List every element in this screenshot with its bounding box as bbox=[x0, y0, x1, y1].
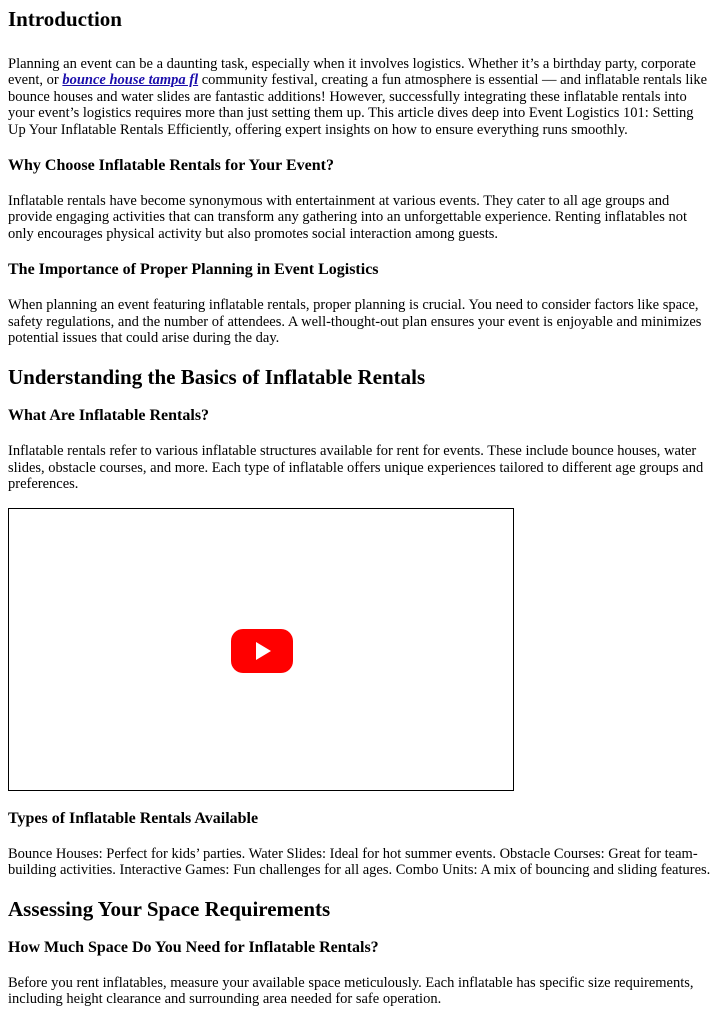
play-icon[interactable] bbox=[231, 629, 293, 673]
planning-heading: The Importance of Proper Planning in Event Logistics bbox=[8, 261, 379, 279]
why-choose-heading: Why Choose Inflatable Rentals for Your Event? bbox=[8, 157, 334, 175]
intro-paragraph bbox=[8, 56, 712, 138]
intro-text-end: community festival, creating a fun atmosphere is essential — and inflatable rentals like bounce houses and water slides are fantastic additions! However, successfully integrating these inflatable rentals into your event’s logistics requires more than just setting them up. This article dives deep into Event Logistics 101: Setting Up Your Inflatable Rentals Efficiently, offering expert insights on how to ensure everything runs smoothly. bbox=[8, 72, 708, 138]
intro-heading: Introduction bbox=[8, 7, 122, 31]
planning-paragraph: When planning an event featuring inflatable rentals, proper planning is crucial. You need to consider factors like space, safety regulations, and the number of attendees. A well-thought-out plan ensures your event is enjoyable and minimizes potential issues that could arise during the day. bbox=[8, 297, 702, 347]
why-choose-paragraph: Inflatable rentals have become synonymous with entertainment at various events. They cater to all age groups and provide engaging activities that can transform any gathering into an unforgettable experience. Renting inflatables not only encourages physical activity but also promotes social interaction among guests. bbox=[8, 193, 687, 242]
types-paragraph: Bounce Houses: Perfect for kids’ parties. Water Slides: Ideal for hot summer events. Obstacle Courses: Great for team-building activities. Interactive Games: Fun challenges for all ages. Combo Units: A mix of bouncing and sliding features. bbox=[8, 845, 711, 879]
bounce-house-link[interactable]: bounce house tampa fl bbox=[62, 72, 199, 89]
basics-heading: Understanding the Basics of Inflatable Rentals bbox=[8, 365, 426, 390]
what-are-heading: What Are Inflatable Rentals? bbox=[8, 407, 210, 425]
intro-text-start: Planning an event can be a daunting task, especially when it involves logistics. Whether it’s a birthday party, corporate event, or bbox=[8, 56, 696, 89]
what-are-paragraph: Inflatable rentals refer to various inflatable structures available for rent for events. These include bounce houses, water slides, obstacle courses, and more. Each type of inflatable offers unique experiences tailored to different age groups and preferences. bbox=[8, 443, 704, 493]
embedded-video[interactable] bbox=[8, 508, 514, 791]
space-paragraph: Before you rent inflatables, measure your available space meticulously. Each inflatable has specific size requirements, including height clearance and surrounding area needed for safe operation. bbox=[8, 974, 694, 1007]
play-arrow-icon bbox=[256, 642, 271, 660]
types-heading: Types of Inflatable Rentals Available bbox=[8, 809, 259, 827]
space-heading: Assessing Your Space Requirements bbox=[8, 896, 331, 921]
space-sub-heading: How Much Space Do You Need for Inflatable Rentals? bbox=[8, 938, 379, 956]
